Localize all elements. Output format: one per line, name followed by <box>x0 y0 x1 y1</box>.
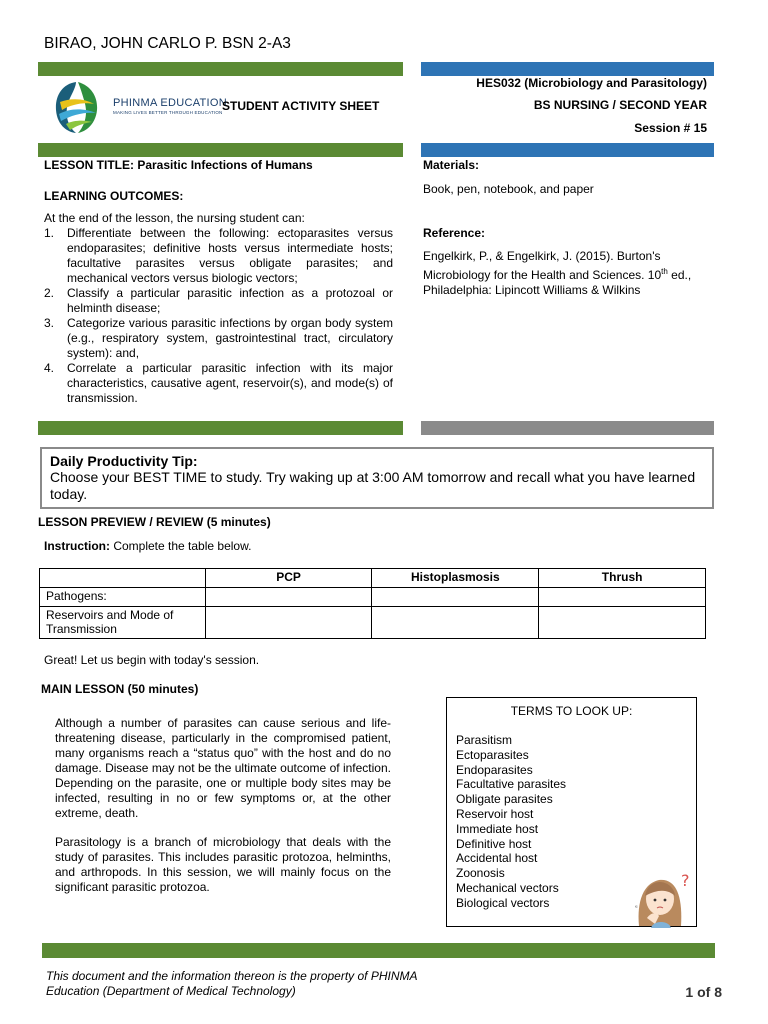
terms-list <box>456 733 566 911</box>
program-label: BS NURSING / SECOND YEAR <box>533 98 707 112</box>
table-cell-input[interactable] <box>372 607 539 639</box>
table-cell-input[interactable] <box>205 607 372 639</box>
session-label: Session # 15 <box>634 121 707 135</box>
learning-outcomes-heading: LEARNING OUTCOMES: <box>44 189 184 203</box>
gray-divider-bar <box>421 421 714 435</box>
table-header-row: PCP Histoplasmosis Thrush <box>40 569 706 588</box>
preview-heading: LESSON PREVIEW / REVIEW (5 minutes) <box>38 515 271 529</box>
table-cell-input[interactable] <box>539 607 706 639</box>
course-title: HES032 (Microbiology and Parasitology) <box>476 76 707 90</box>
main-lesson-paragraph-2: Parasitology is a branch of microbiology that deals with the study of parasites. This includes parasitic protozoa, helminths, and arthropods. In this session, we will mainly focus on the significant parasitic protozoa. <box>55 835 391 894</box>
main-lesson-heading: MAIN LESSON (50 minutes) <box>41 682 199 696</box>
reference-heading: Reference: <box>423 226 486 240</box>
tip-text: Choose your BEST TIME to study. Try waking up at 3:00 AM tomorrow and recall what you have learned today. <box>50 469 696 502</box>
outcome-item: 1. Differentiate between the following: ectoparasites versus endoparasites; definitive hosts versus intermediate hosts; facultative parasites versus obligate parasites; and mechanical vectors versus biologic vectors; <box>44 226 393 285</box>
blue-header-bar <box>421 62 714 76</box>
term-item: Definitive host <box>456 836 532 851</box>
svg-text:?: ? <box>681 871 690 890</box>
term-item: Mechanical vectors <box>456 880 559 895</box>
term-item: Immediate host <box>456 821 539 836</box>
term-item: Facultative parasites <box>456 777 567 792</box>
materials-heading: Materials: <box>423 158 480 172</box>
student-name: BIRAO, JOHN CARLO P. BSN 2-A3 <box>44 35 291 52</box>
table-row: Pathogens: <box>40 588 706 607</box>
term-item: Accidental host <box>456 851 538 866</box>
outcome-item: 4. Correlate a particular parasitic infection with its major characteristics, causative agent, reservoir(s), and mode(s) of transmission. <box>44 361 393 405</box>
table-cell-input[interactable] <box>205 588 372 607</box>
green-header-bar <box>38 62 403 76</box>
instruction: Instruction: Complete the table below. <box>44 539 252 553</box>
table-row: Reservoirs and Mode of Transmission <box>40 607 706 639</box>
term-item: Endoparasites <box>456 762 533 777</box>
terms-heading: TERMS TO LOOK UP: <box>510 704 633 718</box>
logo-tagline: MAKING LIVES BETTER THROUGH EDUCATION <box>113 110 223 115</box>
productivity-tip-box <box>40 447 714 509</box>
footer-property-text: This document and the information thereon is the property of PHINMA Education (Department of Medical Technology) <box>46 969 418 998</box>
main-lesson-paragraph-1: Although a number of parasites can cause serious and life-threatening disease, particularly in the compromised patient, many organisms reach a “status quo” with the host and do no damage. Disease may not be the ultimate outcome of infection. Depending on the parasite, one or multiple body sites may be infected, resulting in no or few symptoms or, at the other extreme, death. <box>55 716 391 820</box>
green-divider-bar <box>38 421 403 435</box>
sheet-title: STUDENT ACTIVITY SHEET <box>222 99 380 113</box>
term-item: Parasitism <box>456 733 513 747</box>
logo-title: PHINMA EDUCATION <box>113 97 227 109</box>
reference-text: Engelkirk, P., & Engelkirk, J. (2015). Burton's Microbiology for the Health and Sciences. 10th ed., Philadelphia: Lipincott Williams & Wilkins <box>423 249 692 297</box>
table-cell-input[interactable] <box>372 588 539 607</box>
term-item: Biological vectors <box>456 895 550 910</box>
svg-text:ᵉ: ᵉ <box>635 904 638 912</box>
term-item: Reservoir host <box>456 806 534 821</box>
lesson-title: LESSON TITLE: Parasitic Infections of Humans <box>44 158 313 172</box>
outcomes-list <box>44 226 393 406</box>
blue-section-bar <box>421 143 714 157</box>
outcome-item: 2. Classify a particular parasitic infection as a protozoal or helminth disease; <box>44 286 393 315</box>
preview-table <box>39 568 706 639</box>
table-cell-input[interactable] <box>539 588 706 607</box>
terms-box <box>446 697 697 927</box>
term-item: Zoonosis <box>456 866 505 881</box>
page-number: 1 of 8 <box>685 984 722 1000</box>
tip-heading: Daily Productivity Tip: <box>50 453 198 469</box>
green-section-bar <box>38 143 403 157</box>
transition-text: Great! Let us begin with today's session. <box>44 653 260 667</box>
outcomes-intro: At the end of the lesson, the nursing student can: <box>44 211 305 225</box>
term-item: Obligate parasites <box>456 792 553 807</box>
outcome-item: 3. Categorize various parasitic infections by organ body system (e.g., respiratory system, gastrointestinal tract, circulatory system): and, <box>44 316 393 360</box>
materials-text: Book, pen, notebook, and paper <box>423 182 594 196</box>
term-item: Ectoparasites <box>456 747 529 762</box>
thinking-student-icon <box>629 866 695 928</box>
green-footer-bar <box>42 943 715 958</box>
phinma-logo-icon <box>52 80 100 135</box>
